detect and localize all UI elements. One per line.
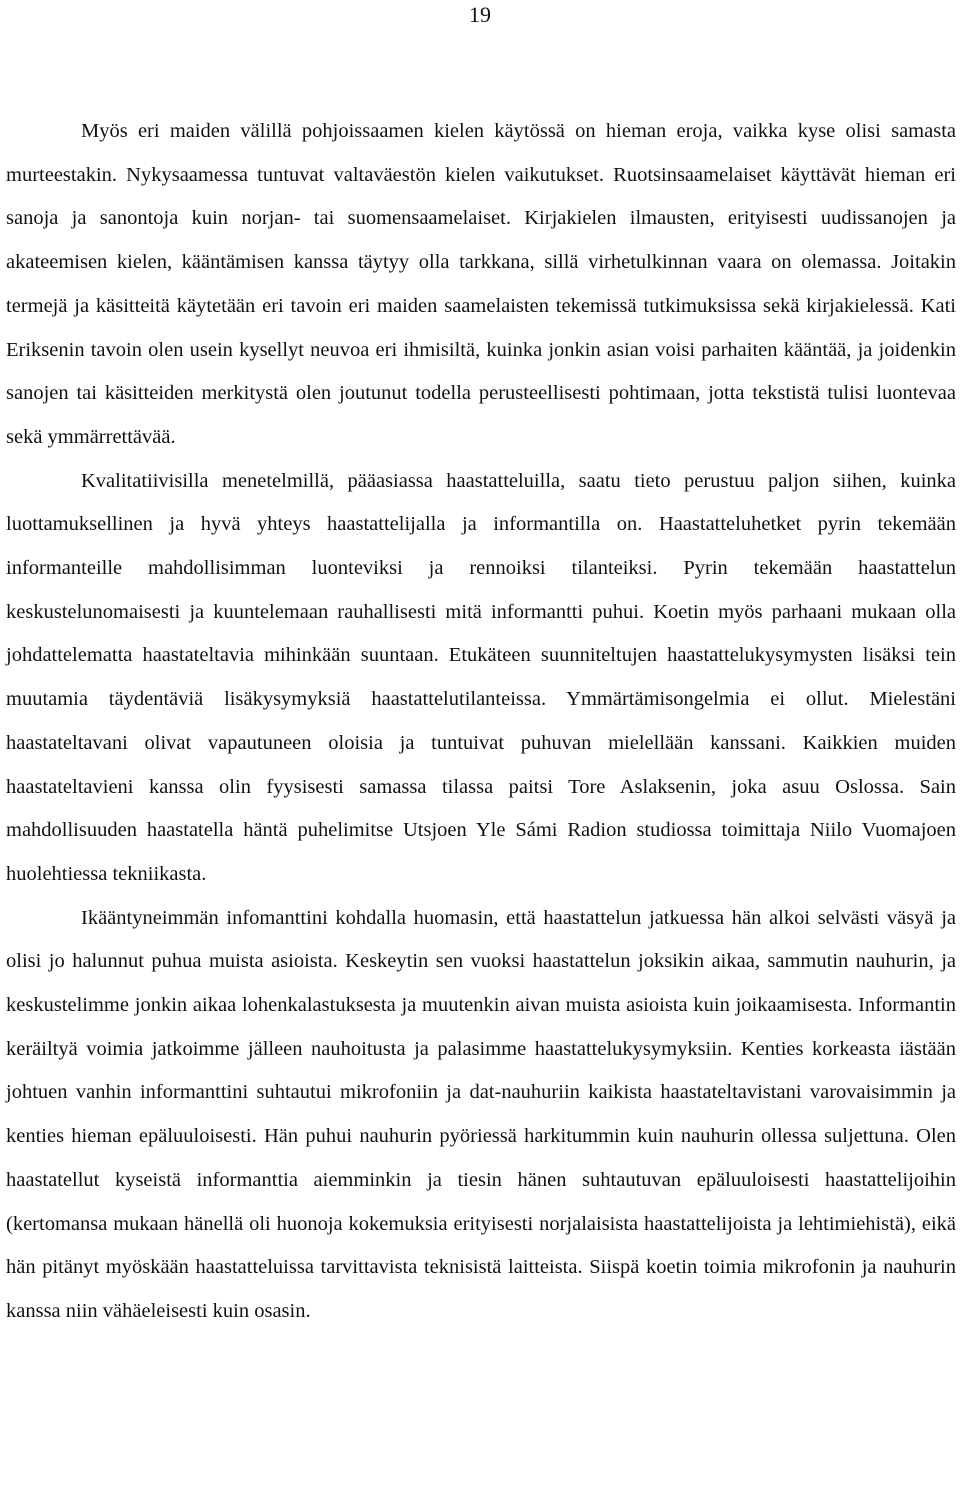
- document-body: [6, 110, 956, 1334]
- paragraph-3: Ikääntyneimmän infomanttini kohdalla huomasin, että haastattelun jatkuessa hän alkoi selvästi väsyä ja olisi jo halunnut puhua muista asioista. Keskeytin sen vuoksi haastattelun joksikin aikaa, sammutin nauhurin, ja keskustelimme jonkin aikaa lohenkalastuksesta ja muutenkin aivan muista asioista kuin joikaamisesta. Informantin keräiltyä voimia jatkoimme jälleen nauhoitusta ja palasimme haastattelukysymyksiin. Kenties korkeasta iästään johtuen vanhin informanttini suhtautui mikrofoniin ja dat-nauhuriin kaikista haastateltavistani varovaisimmin ja kenties hieman epäluuloisesti. Hän puhui nauhurin pyöriessä harkitummin kuin nauhurin ollessa suljettuna. Olen haastatellut kyseistä informanttia aiemminkin ja tiesin hänen suhtautuvan epäluuloisesti haastattelijoihin (kertomansa mukaan hänellä oli huonoja kokemuksia erityisesti norjalaisista haastattelijoista ja lehtimiehistä), eikä hän pitänyt myöskään haastatteluissa tarvittavista teknisistä laitteista. Siispä koetin toimia mikrofonin ja nauhurin kanssa niin vähäeleisesti kuin osasin.: [6, 906, 956, 1322]
- paragraph-2: Kvalitatiivisilla menetelmillä, pääasiassa haastatteluilla, saatu tieto perustuu paljon siihen, kuinka luottamuksellinen ja hyvä yhteys haastattelijalla ja informantilla on. Haastatteluhetket pyrin tekemään informanteille mahdollisimman luonteviksi ja rennoiksi tilanteiksi. Pyrin tekemään haastattelun keskustelunomaisesti ja kuuntelemaan rauhallisesti mitä informantti puhui. Koetin myös parhaani mukaan olla johdattelematta haastateltavia mihinkään suuntaan. Etukäteen suunniteltujen haastattelukysymysten lisäksi tein muutamia täydentäviä lisäkysymyksiä haastattelutilanteissa. Ymmärtämisongelmia ei ollut. Mielestäni haastateltavani olivat vapautuneen oloisia ja tuntuivat puhuvan mielellään kanssani. Kaikkien muiden haastateltavieni kanssa olin fyysisesti samassa tilassa paitsi Tore Aslaksenin, joka asuu Oslossa. Sain mahdollisuuden haastatella häntä puhelimitse Utsjoen Yle Sámi Radion studiossa toimittaja Niilo Vuomajoen huolehtiessa tekniikasta.: [6, 469, 956, 885]
- page-number: 19: [469, 2, 491, 27]
- paragraph-1: Myös eri maiden välillä pohjoissaamen kielen käytössä on hieman eroja, vaikka kyse olisi samasta murteestakin. Nykysaamessa tuntuvat valtaväestön kielen vaikutukset. Ruotsinsaamelaiset käyttävät hieman eri sanoja ja sanontoja kuin norjan- tai suomensaamelaiset. Kirjakielen ilmausten, erityisesti uudissanojen ja akateemisen kielen, kääntämisen kanssa täytyy olla tarkkana, sillä virhetulkinnan vaara on olemassa. Joitakin termejä ja käsitteitä käytetään eri tavoin eri maiden saamelaisten tekemissä tutkimuksissa sekä kirjakielessä. Kati Eriksenin tavoin olen usein kysellyt neuvoa eri ihmisiltä, kuinka jonkin asian voisi parhaiten kääntää, ja joidenkin sanojen tai käsitteiden merkitystä olen joutunut todella perusteellisesti pohtimaan, jotta tekstistä tulisi luontevaa sekä ymmärrettävää.: [6, 120, 956, 448]
